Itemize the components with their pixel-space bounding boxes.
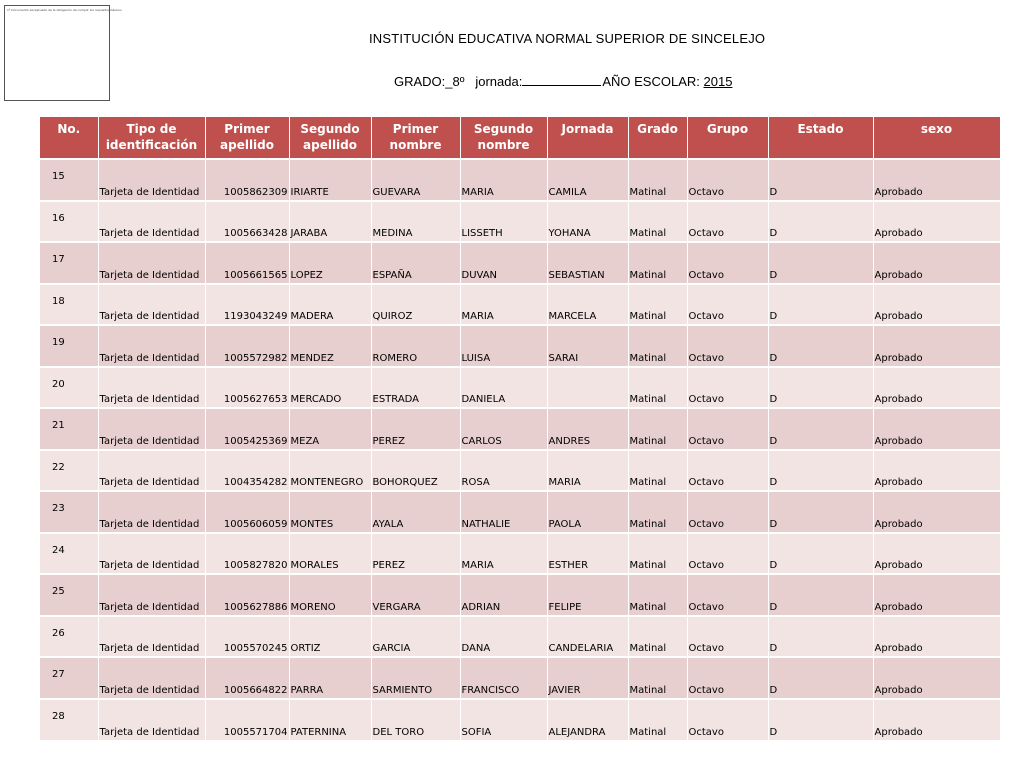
cell-grado: Octavo [687,367,768,409]
cell-grado: Octavo [687,533,768,575]
cell-primer-apellido: JARABA [289,201,371,243]
cell-estado: Aprobado [873,159,1000,201]
cell-jornada: Matinal [628,242,687,284]
column-header-primer-nombre: Primer nombre [371,117,460,159]
cell-tipo: Tarjeta de Identidad [98,408,205,450]
cell-primer-nombre: FRANCISCO [460,657,547,699]
cell-documento: 1005572982 [205,325,289,367]
cell-documento: 1005627886 [205,574,289,616]
cell-grupo: D [768,284,873,326]
table-row [40,491,1000,533]
cell-segundo-apellido: AYALA [371,491,460,533]
cell-jornada: Matinal [628,159,687,201]
table-row [40,325,1000,367]
cell-estado: Aprobado [873,616,1000,658]
cell-no: 18 [40,284,98,326]
column-header-jornada: Jornada [547,117,628,159]
cell-segundo-nombre: PAOLA [547,491,628,533]
cell-segundo-apellido: SARMIENTO [371,657,460,699]
cell-documento: 1005827820 [205,533,289,575]
cell-primer-apellido: MERCADO [289,367,371,409]
cell-segundo-nombre: SEBASTIAN [547,242,628,284]
cell-no: 23 [40,491,98,533]
cell-grado: Octavo [687,242,768,284]
table-row [40,284,1000,326]
cell-grado: Octavo [687,657,768,699]
jornada-blank [522,74,601,86]
cell-grupo: D [768,408,873,450]
cell-segundo-apellido: BOHORQUEZ [371,450,460,492]
cell-primer-apellido: MENDEZ [289,325,371,367]
cell-estado: Aprobado [873,284,1000,326]
column-header-no: No. [40,117,98,159]
cell-documento: 1005663428 [205,201,289,243]
table-row [40,408,1000,450]
table-row [40,450,1000,492]
cell-segundo-nombre: ESTHER [547,533,628,575]
cell-grupo: D [768,201,873,243]
cell-tipo: Tarjeta de Identidad [98,574,205,616]
cell-no: 21 [40,408,98,450]
cell-documento: 1005627653 [205,367,289,409]
cell-grupo: D [768,574,873,616]
table-row [40,159,1000,201]
cell-estado: Aprobado [873,325,1000,367]
cell-primer-apellido: ORTIZ [289,616,371,658]
cell-grado: Octavo [687,325,768,367]
cell-segundo-apellido: VERGARA [371,574,460,616]
cell-primer-nombre: DUVAN [460,242,547,284]
cell-segundo-apellido: ESPAÑA [371,242,460,284]
cell-grado: Octavo [687,450,768,492]
cell-jornada: Matinal [628,325,687,367]
cell-segundo-apellido: PEREZ [371,533,460,575]
cell-grado: Octavo [687,408,768,450]
cell-primer-nombre: ROSA [460,450,547,492]
cell-no: 25 [40,574,98,616]
cell-estado: Aprobado [873,450,1000,492]
cell-tipo: Tarjeta de Identidad [98,616,205,658]
cell-no: 16 [40,201,98,243]
cell-grado: Octavo [687,699,768,741]
cell-grado: Octavo [687,284,768,326]
cell-documento: 1005606059 [205,491,289,533]
cell-jornada: Matinal [628,284,687,326]
table-row [40,533,1000,575]
cell-tipo: Tarjeta de Identidad [98,491,205,533]
cell-jornada: Matinal [628,491,687,533]
cell-no: 17 [40,242,98,284]
cell-jornada: Matinal [628,657,687,699]
cell-grado: Octavo [687,574,768,616]
cell-segundo-apellido: MEDINA [371,201,460,243]
cell-grupo: D [768,491,873,533]
cell-jornada: Matinal [628,450,687,492]
student-roster-table [40,117,1001,740]
logo-placeholder [4,5,122,101]
cell-primer-nombre: NATHALIE [460,491,547,533]
cell-documento: 1005571704 [205,699,289,741]
cell-no: 22 [40,450,98,492]
cell-jornada: Matinal [628,533,687,575]
cell-estado: Aprobado [873,533,1000,575]
table-row [40,657,1000,699]
cell-primer-nombre: DANIELA [460,367,547,409]
cell-estado: Aprobado [873,491,1000,533]
cell-primer-apellido: MONTENEGRO [289,450,371,492]
cell-primer-apellido: PATERNINA [289,699,371,741]
cell-primer-nombre: MARIA [460,533,547,575]
cell-documento: 1005661565 [205,242,289,284]
cell-segundo-nombre: FELIPE [547,574,628,616]
column-header-segundo-nombre: Segundo nombre [460,117,547,159]
cell-jornada: Matinal [628,616,687,658]
grado-label: GRADO: [394,74,446,89]
cell-grado: Octavo [687,616,768,658]
cell-grupo: D [768,325,873,367]
cell-documento: 1005664822 [205,657,289,699]
cell-jornada: Matinal [628,367,687,409]
cell-primer-nombre: CARLOS [460,408,547,450]
table-row [40,367,1000,409]
cell-grado: Octavo [687,491,768,533]
cell-grupo: D [768,367,873,409]
cell-estado: Aprobado [873,201,1000,243]
cell-estado: Aprobado [873,242,1000,284]
column-header-grado: Grado [628,117,687,159]
cell-primer-apellido: MORALES [289,533,371,575]
cell-grupo: D [768,657,873,699]
cell-segundo-nombre [547,367,628,409]
cell-primer-nombre: MARIA [460,284,547,326]
cell-documento: 1005425369 [205,408,289,450]
cell-segundo-nombre: CANDELARIA [547,616,628,658]
cell-jornada: Matinal [628,408,687,450]
cell-segundo-nombre: ALEJANDRA [547,699,628,741]
cell-primer-nombre: LUISA [460,325,547,367]
cell-segundo-nombre: SARAI [547,325,628,367]
anio-value: 2015 [703,74,733,89]
cell-no: 26 [40,616,98,658]
column-header-segundo-apellido: Segundo apellido [289,117,371,159]
column-header-tipo: Tipo de identificación [98,117,205,159]
anio-label: AÑO ESCOLAR: [602,74,700,89]
cell-estado: Aprobado [873,367,1000,409]
cell-grupo: D [768,450,873,492]
cell-primer-apellido: MEZA [289,408,371,450]
cell-estado: Aprobado [873,408,1000,450]
cell-grupo: D [768,533,873,575]
table-header-row [40,117,1000,159]
cell-grado: Octavo [687,159,768,201]
cell-segundo-nombre: CAMILA [547,159,628,201]
cell-tipo: Tarjeta de Identidad [98,699,205,741]
table-row [40,616,1000,658]
column-header-sexo: sexo [873,117,1000,159]
cell-estado: Aprobado [873,574,1000,616]
cell-segundo-nombre: YOHANA [547,201,628,243]
cell-no: 24 [40,533,98,575]
cell-tipo: Tarjeta de Identidad [98,284,205,326]
cell-primer-apellido: MORENO [289,574,371,616]
cell-segundo-nombre: MARCELA [547,284,628,326]
column-header-grupo: Grupo [687,117,768,159]
table-row [40,574,1000,616]
grado-value: _8º [445,74,465,89]
cell-no: 27 [40,657,98,699]
cell-segundo-apellido: GARCIA [371,616,460,658]
cell-no: 15 [40,159,98,201]
cell-segundo-apellido: ESTRADA [371,367,460,409]
cell-primer-nombre: ADRIAN [460,574,547,616]
cell-segundo-nombre: ANDRES [547,408,628,450]
cell-tipo: Tarjeta de Identidad [98,325,205,367]
cell-primer-nombre: DANA [460,616,547,658]
table-row [40,699,1000,741]
cell-tipo: Tarjeta de Identidad [98,201,205,243]
logo-note: 1º Documento exceptuado de la obligación de cumplir los requisitos básicos [7,8,122,12]
cell-primer-nombre: MARIA [460,159,547,201]
cell-grupo: D [768,159,873,201]
cell-segundo-apellido: PEREZ [371,408,460,450]
table-row [40,242,1000,284]
cell-jornada: Matinal [628,574,687,616]
cell-no: 28 [40,699,98,741]
cell-segundo-apellido: QUIROZ [371,284,460,326]
cell-segundo-nombre: JAVIER [547,657,628,699]
table-row [40,201,1000,243]
cell-primer-apellido: IRIARTE [289,159,371,201]
cell-tipo: Tarjeta de Identidad [98,242,205,284]
column-header-estado: Estado [768,117,873,159]
cell-jornada: Matinal [628,699,687,741]
cell-segundo-apellido: ROMERO [371,325,460,367]
cell-grado: Octavo [687,201,768,243]
cell-segundo-apellido: GUEVARA [371,159,460,201]
cell-tipo: Tarjeta de Identidad [98,657,205,699]
cell-segundo-nombre: MARIA [547,450,628,492]
cell-jornada: Matinal [628,201,687,243]
cell-tipo: Tarjeta de Identidad [98,450,205,492]
cell-tipo: Tarjeta de Identidad [98,159,205,201]
jornada-label: jornada: [475,74,523,89]
cell-primer-apellido: MADERA [289,284,371,326]
cell-tipo: Tarjeta de Identidad [98,533,205,575]
cell-documento: 1005862309 [205,159,289,201]
cell-estado: Aprobado [873,699,1000,741]
cell-grupo: D [768,699,873,741]
cell-documento: 1004354282 [205,450,289,492]
cell-tipo: Tarjeta de Identidad [98,367,205,409]
cell-estado: Aprobado [873,657,1000,699]
cell-documento: 1193043249 [205,284,289,326]
grado-line [394,74,732,89]
cell-primer-apellido: LOPEZ [289,242,371,284]
cell-grupo: D [768,242,873,284]
cell-no: 19 [40,325,98,367]
cell-segundo-apellido: DEL TORO [371,699,460,741]
cell-primer-nombre: LISSETH [460,201,547,243]
cell-no: 20 [40,367,98,409]
cell-primer-nombre: SOFIA [460,699,547,741]
column-header-primer-apellido: Primer apellido [205,117,289,159]
cell-primer-apellido: PARRA [289,657,371,699]
cell-grupo: D [768,616,873,658]
cell-documento: 1005570245 [205,616,289,658]
school-title: INSTITUCIÓN EDUCATIVA NORMAL SUPERIOR DE SINCELEJO [369,31,766,46]
cell-primer-apellido: MONTES [289,491,371,533]
